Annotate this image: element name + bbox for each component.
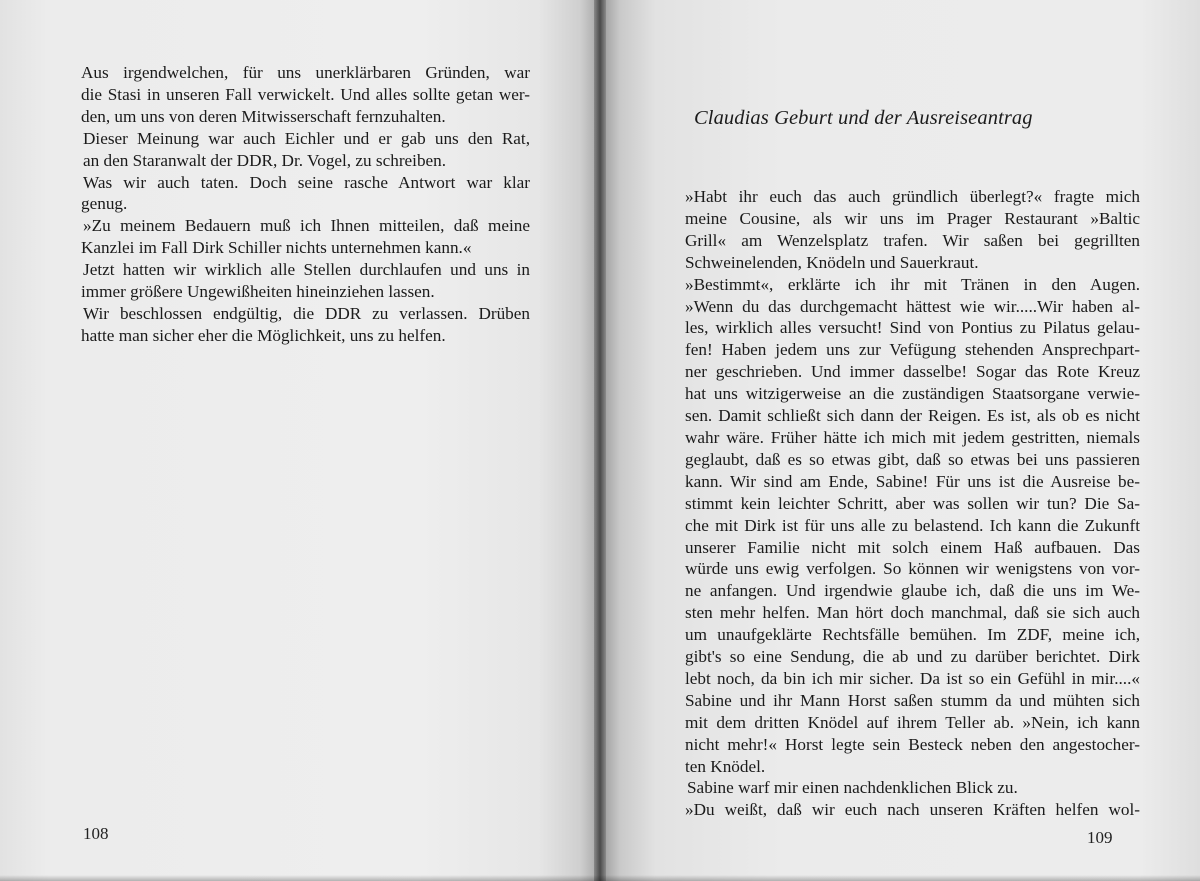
text-line: »Zu meinem Bedauern muß ich Ihnen mitteilen, daß meine <box>83 216 530 236</box>
text-line: immer größere Ungewißheiten hineinziehen lassen. <box>81 282 435 302</box>
left-page-text <box>81 62 530 347</box>
text-line: ten Knödel. <box>685 756 766 776</box>
text-line: Sabine und ihr Mann Horst saßen stumm da und mühten sich <box>685 690 1140 710</box>
text-line: um unaufgeklärte Rechtsfälle bemühen. Im ZDF, meine ich, <box>685 625 1140 645</box>
text-line: Wir beschlossen endgültig, die DDR zu verlassen. Drüben <box>83 303 530 323</box>
text-line: kann. Wir sind am Ende, Sabine! Für uns ist die Ausreise be- <box>685 471 1140 491</box>
page-number: 108 <box>83 824 109 843</box>
text-line: Grill« am Wenzelsplatz trafen. Wir saßen bei gegrillten <box>685 230 1140 250</box>
text-line: den, um uns von deren Mitwisserschaft fernzuhalten. <box>81 106 446 126</box>
text-line: Aus irgendwelchen, für uns unerklärbaren Gründen, war <box>81 63 530 82</box>
text-line: hat uns witzigerweise an die zuständigen Staatsorgane verwie- <box>685 384 1140 404</box>
text-line: ne anfangen. Und irgendwie glaube ich, daß die uns im We- <box>685 581 1140 601</box>
text-line: »Habt ihr euch das auch gründlich überlegt?« fragte mich <box>685 187 1140 206</box>
text-line: mit dem dritten Knödel auf ihrem Teller ab. »Nein, ich kann <box>685 712 1140 732</box>
text-line: nicht mehr!« Horst legte sein Besteck neben den angestocher- <box>685 734 1140 754</box>
book-gutter <box>594 0 606 881</box>
left-page <box>0 0 598 881</box>
text-line: sten mehr helfen. Man hört doch manchmal, daß sie sich auch <box>685 603 1140 623</box>
text-line: geglaubt, daß es so etwas gibt, daß so etwas bei uns passieren <box>685 449 1140 469</box>
text-line: an den Staranwalt der DDR, Dr. Vogel, zu schreiben. <box>83 150 447 170</box>
text-line: hatte man sicher eher die Möglichkeit, uns zu helfen. <box>81 325 446 345</box>
text-line: unserer Familie nicht mit solch einem Haß aufbauen. Das <box>685 537 1140 557</box>
text-line: ner geschrieben. Und immer dasselbe! Sogar das Rote Kreuz <box>685 362 1140 382</box>
text-line: sen. Damit schließt sich dann der Reigen. Es ist, als ob es nicht <box>685 406 1140 426</box>
text-line: stimmt kein leichter Schritt, aber was sollen wir tun? Die Sa- <box>685 493 1140 513</box>
text-line: wahr wäre. Früher hätte ich mich mit jedem gestritten, niemals <box>685 427 1140 447</box>
text-line: lebt noch, da bin ich mir sicher. Da ist so ein Gefühl in mir....« <box>685 668 1140 688</box>
text-line: Kanzlei im Fall Dirk Schiller nichts unternehmen kann.« <box>81 238 472 258</box>
text-line: die Stasi in unseren Fall verwickelt. Und alles sollte getan wer- <box>81 84 530 104</box>
text-line: meine Cousine, als wir uns im Prager Restaurant »Baltic <box>685 208 1140 228</box>
text-line: les, wirklich alles versucht! Sind von Pontius zu Pilatus gelau- <box>685 318 1140 338</box>
right-page-text <box>685 186 1140 821</box>
text-line: »Du weißt, daß wir euch nach unseren Kräften helfen wol- <box>685 800 1140 820</box>
text-line: würde uns ewig verfolgen. So können wir wenigstens von vor- <box>685 559 1140 579</box>
chapter-title: Claudias Geburt und der Ausreiseantrag <box>694 107 1033 129</box>
text-line: gibt's so eine Sendung, die ab und zu darüber berichtet. Dirk <box>685 647 1140 667</box>
text-line: Dieser Meinung war auch Eichler und er gab uns den Rat, <box>83 128 530 148</box>
text-line: genug. <box>81 194 128 214</box>
page-number: 109 <box>1087 828 1113 847</box>
text-line: »Wenn du das durchgemacht hättest wie wir.....Wir haben al- <box>685 296 1140 316</box>
text-line: Was wir auch taten. Doch seine rasche Antwort war klar <box>83 172 530 192</box>
text-line: Jetzt hatten wir wirklich alle Stellen durchlaufen und uns in <box>83 260 530 280</box>
text-line: »Bestimmt«, erklärte ich ihr mit Tränen in den Augen. <box>685 274 1140 294</box>
text-line: che mit Dirk ist für uns alle zu belastend. Ich kann die Zukunft <box>685 515 1140 535</box>
text-line: Sabine warf mir einen nachdenklichen Blick zu. <box>687 778 1018 798</box>
text-line: Schweinelenden, Knödeln und Sauerkraut. <box>685 252 979 272</box>
right-page <box>602 0 1200 881</box>
page-edge-shadow <box>0 875 1200 881</box>
text-line: fen! Haben jedem uns zur Vefügung stehenden Ansprechpart- <box>685 340 1140 360</box>
